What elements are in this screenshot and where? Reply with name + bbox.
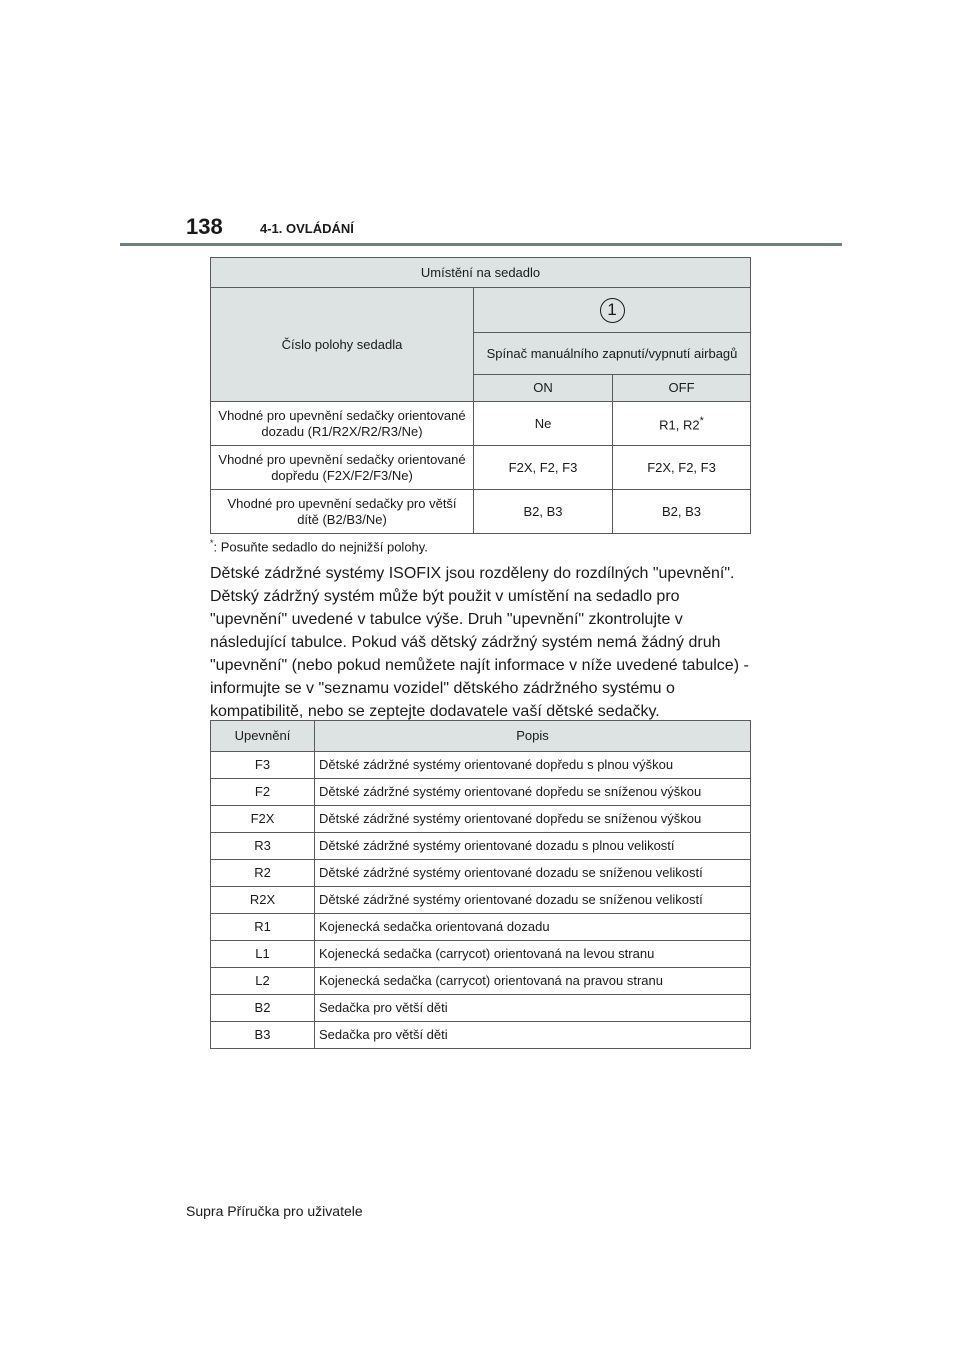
seat-position-table [210, 257, 751, 534]
page-number: 138 [186, 214, 223, 239]
table2-code: F2X [211, 806, 315, 833]
table1-row-on: B2, B3 [474, 490, 613, 534]
section-title: 4-1. OVLÁDÁNÍ [260, 221, 354, 236]
footnote-mark: * [210, 538, 214, 548]
footer-manual-title: Supra Příručka pro uživatele [186, 1203, 363, 1219]
table2-code: R2 [211, 860, 315, 887]
table1-position-cell [474, 288, 751, 333]
table2-desc: Sedačka pro větší děti [315, 1022, 751, 1049]
table2-code: F3 [211, 752, 315, 779]
table2-code: L1 [211, 941, 315, 968]
table1-row-off [613, 402, 751, 446]
table2-desc: Dětské zádržné systémy orientované dopředu s plnou výškou [315, 752, 751, 779]
table2-desc: Dětské zádržné systémy orientované dopředu se sníženou výškou [315, 779, 751, 806]
table2-desc: Sedačka pro větší děti [315, 995, 751, 1022]
table2-desc: Dětské zádržné systémy orientované dozadu se sníženou velikostí [315, 860, 751, 887]
table2-desc: Kojenecká sedačka (carrycot) orientovaná na pravou stranu [315, 968, 751, 995]
table2-desc: Dětské zádržné systémy orientované dozadu se sníženou velikostí [315, 887, 751, 914]
table2-row [211, 860, 751, 887]
body-paragraph: Dětské zádržné systémy ISOFIX jsou rozděleny do rozdílných "upevnění". Dětský zádržný systém může být použit v umístění na sedadlo pro "upevnění" uvedené v tabulce výše. Druh "upevnění" zkontrolujte v následující tabulce. Pokud váš dětský zádržný systém nemá žádný druh "upevnění" (nebo pokud nemůžete najít informace v níže uvedené tabulce) - informujte se v "seznamu vozidel" dětského zádržného systému o kompatibilitě, nebo se zeptejte dodavatele vaší dětské sedačky. [210, 565, 749, 720]
table1-row-label: Vhodné pro upevnění sedačky orientované dopředu (F2X/F2/F3/Ne) [211, 446, 474, 490]
table2-row [211, 887, 751, 914]
table2-desc: Dětské zádržné systémy orientované dopředu se sníženou výškou [315, 806, 751, 833]
table2-code: L2 [211, 968, 315, 995]
table2-desc: Kojenecká sedačka orientovaná dozadu [315, 914, 751, 941]
table2-code: R3 [211, 833, 315, 860]
table1-row-off: F2X, F2, F3 [613, 446, 751, 490]
table1-row-off: B2, B3 [613, 490, 751, 534]
table2-row [211, 752, 751, 779]
table2-row [211, 968, 751, 995]
table2-row [211, 995, 751, 1022]
table1-row-on: Ne [474, 402, 613, 446]
table2-desc: Dětské zádržné systémy orientované dozadu s plnou velikostí [315, 833, 751, 860]
table1-row-off-value: R1, R2 [659, 417, 700, 433]
table2-row [211, 941, 751, 968]
table2-row [211, 1022, 751, 1049]
table2-code: R2X [211, 887, 315, 914]
table1-row-label: Vhodné pro upevnění sedačky pro větší dítě (B2/B3/Ne) [211, 490, 474, 534]
table1-row [211, 402, 751, 446]
table1-row-header: Číslo polohy sedadla [211, 288, 474, 402]
footnote [210, 538, 428, 554]
table2-code: R1 [211, 914, 315, 941]
table2-row [211, 779, 751, 806]
table1-row-label: Vhodné pro upevnění sedačky orientované dozadu (R1/R2X/R2/R3/Ne) [211, 402, 474, 446]
table1-row-on: F2X, F2, F3 [474, 446, 613, 490]
table2-code: F2 [211, 779, 315, 806]
header-rule [120, 243, 842, 246]
table1-top-header: Umístění na sedadlo [211, 258, 751, 288]
table1-row [211, 446, 751, 490]
table2-row [211, 914, 751, 941]
table1-col-off: OFF [613, 375, 751, 402]
footnote-text: : Posuňte sedadlo do nejnižší polohy. [213, 539, 428, 555]
table2-code: B2 [211, 995, 315, 1022]
anchorage-table [210, 720, 751, 1049]
table1-switch-label: Spínač manuálního zapnutí/vypnutí airbagů [474, 333, 751, 375]
table2-code: B3 [211, 1022, 315, 1049]
table2-desc: Kojenecká sedačka (carrycot) orientovaná na levou stranu [315, 941, 751, 968]
table2-col-desc: Popis [315, 721, 751, 752]
table2-row [211, 806, 751, 833]
table2-row [211, 833, 751, 860]
table1-col-on: ON [474, 375, 613, 402]
table1-row [211, 490, 751, 534]
table2-col-code: Upevnění [211, 721, 315, 752]
position-number-badge: 1 [600, 298, 625, 323]
footnote-mark: * [699, 415, 704, 428]
